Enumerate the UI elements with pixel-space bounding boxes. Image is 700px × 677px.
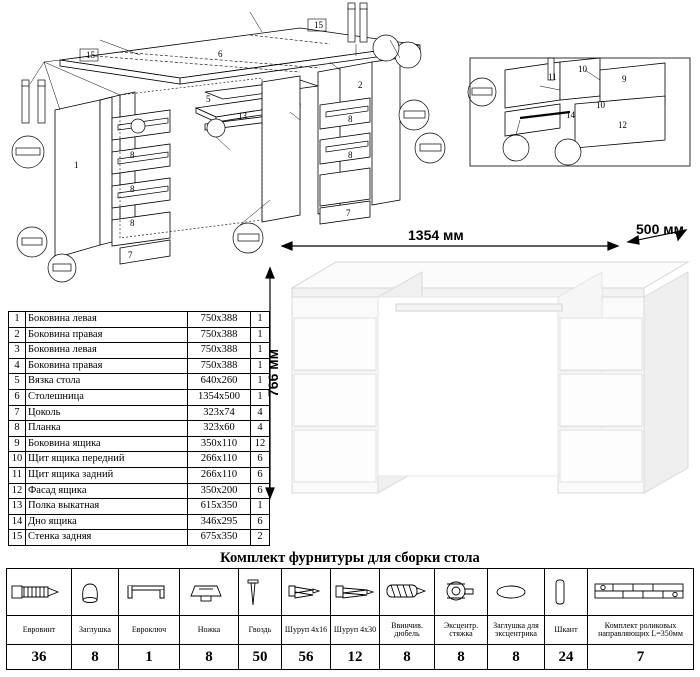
furniture-label: Евровинт — [7, 616, 72, 645]
part-size: 750х388 — [188, 343, 251, 359]
dim-depth-label: 500 мм — [636, 222, 684, 237]
svg-text:5: 5 — [206, 94, 211, 104]
table-row — [9, 452, 270, 468]
svg-text:8: 8 — [130, 150, 135, 160]
svg-text:1: 1 — [74, 160, 79, 170]
svg-text:12: 12 — [618, 120, 627, 130]
part-size: 266х110 — [188, 467, 251, 483]
part-name: Боковина ящика — [26, 436, 188, 452]
part-number: 6 — [9, 389, 26, 405]
table-row — [9, 358, 270, 374]
part-qty: 1 — [251, 343, 270, 359]
part-name: Стенка задняя — [26, 530, 188, 546]
furniture-count: 8 — [180, 645, 239, 670]
svg-text:9: 9 — [622, 74, 627, 84]
part-qty: 6 — [251, 514, 270, 530]
part-name: Фасад ящика — [26, 483, 188, 499]
part-number: 15 — [9, 530, 26, 546]
svg-text:6: 6 — [218, 49, 223, 59]
part-name: Боковина левая — [26, 343, 188, 359]
svg-text:8: 8 — [348, 114, 353, 124]
part-qty: 12 — [251, 436, 270, 452]
furniture-count: 56 — [282, 645, 331, 670]
furniture-count: 50 — [239, 645, 282, 670]
furniture-count: 8 — [435, 645, 488, 670]
part-qty: 2 — [251, 530, 270, 546]
foot-icon — [180, 569, 239, 616]
furniture-count: 1 — [119, 645, 180, 670]
part-qty: 4 — [251, 405, 270, 421]
furniture-counts-row — [7, 645, 694, 670]
furniture-count: 8 — [488, 645, 545, 670]
part-qty: 1 — [251, 358, 270, 374]
svg-text:15: 15 — [314, 20, 323, 30]
part-number: 11 — [9, 467, 26, 483]
part-number: 10 — [9, 452, 26, 468]
part-name: Боковина правая — [26, 358, 188, 374]
furniture-labels-row — [7, 616, 694, 645]
svg-text:8: 8 — [348, 150, 353, 160]
euro-key-icon — [119, 569, 180, 616]
part-qty: 1 — [251, 374, 270, 390]
part-name: Боковина правая — [26, 327, 188, 343]
part-number: 13 — [9, 499, 26, 515]
furniture-label: Евроключ — [119, 616, 180, 645]
part-number: 9 — [9, 436, 26, 452]
dowel-screw-icon — [380, 569, 435, 616]
part-number: 14 — [9, 514, 26, 530]
part-qty: 6 — [251, 452, 270, 468]
part-number: 3 — [9, 343, 26, 359]
part-qty: 1 — [251, 312, 270, 328]
furniture-label: Ножка — [180, 616, 239, 645]
svg-text:15: 15 — [86, 50, 95, 60]
part-number: 8 — [9, 421, 26, 437]
furniture-count: 8 — [72, 645, 119, 670]
part-qty: 1 — [251, 499, 270, 515]
svg-text:7: 7 — [346, 208, 351, 218]
svg-text:8: 8 — [130, 184, 135, 194]
svg-text:10: 10 — [596, 100, 605, 110]
part-size: 1354х500 — [188, 389, 251, 405]
part-qty: 6 — [251, 483, 270, 499]
nail-icon — [239, 569, 282, 616]
table-row — [9, 467, 270, 483]
part-name: Дно ящика — [26, 514, 188, 530]
part-size: 750х388 — [188, 327, 251, 343]
furniture-label: Заглушка — [72, 616, 119, 645]
svg-text:7: 7 — [128, 250, 133, 260]
part-name: Цоколь — [26, 405, 188, 421]
part-number: 12 — [9, 483, 26, 499]
part-number: 1 — [9, 312, 26, 328]
furniture-label: Шуруп 4х30 — [331, 616, 380, 645]
furniture-label: Комплект роликовых направляющих L=350мм — [588, 616, 694, 645]
part-name: Полка выкатная — [26, 499, 188, 515]
svg-text:2: 2 — [358, 80, 363, 90]
furniture-kit-title: Комплект фурнитуры для сборки стола — [220, 550, 480, 566]
table-row — [9, 343, 270, 359]
dowel-icon — [545, 569, 588, 616]
part-size: 615х350 — [188, 499, 251, 515]
table-row — [9, 421, 270, 437]
part-number: 2 — [9, 327, 26, 343]
furniture-label: Эксцентр. стяжка — [435, 616, 488, 645]
part-name: Вязка стола — [26, 374, 188, 390]
part-number: 7 — [9, 405, 26, 421]
table-row — [9, 530, 270, 546]
dim-width-label: 1354 мм — [408, 227, 464, 243]
part-size: 323х74 — [188, 405, 251, 421]
furniture-label: Заглушка для эксцентрика — [488, 616, 545, 645]
svg-text:10: 10 — [578, 64, 587, 74]
product-3d-view — [258, 222, 700, 532]
part-size: 346х295 — [188, 514, 251, 530]
part-name: Столешница — [26, 389, 188, 405]
part-size: 750х388 — [188, 358, 251, 374]
furniture-count: 24 — [545, 645, 588, 670]
screw-icon — [282, 569, 331, 616]
furniture-label: Ввинчив. дюбель — [380, 616, 435, 645]
furniture-count: 8 — [380, 645, 435, 670]
euro-screw-icon — [7, 569, 72, 616]
furniture-icons-row — [7, 569, 694, 616]
furniture-label: Шуруп 4х16 — [282, 616, 331, 645]
furniture-kit-table — [6, 568, 694, 670]
table-row — [9, 312, 270, 328]
furniture-count: 7 — [588, 645, 694, 670]
table-row — [9, 436, 270, 452]
cam-icon — [435, 569, 488, 616]
part-name: Щит ящика задний — [26, 467, 188, 483]
table-row — [9, 389, 270, 405]
cap-icon — [72, 569, 119, 616]
part-number: 4 — [9, 358, 26, 374]
table-row — [9, 327, 270, 343]
furniture-count: 12 — [331, 645, 380, 670]
part-size: 640х260 — [188, 374, 251, 390]
svg-text:14: 14 — [566, 110, 575, 120]
table-row — [9, 499, 270, 515]
svg-text:13: 13 — [238, 111, 247, 121]
parts-table — [8, 311, 270, 546]
slide-set-icon — [588, 569, 694, 616]
part-size: 350х110 — [188, 436, 251, 452]
part-qty: 1 — [251, 327, 270, 343]
part-size: 750х388 — [188, 312, 251, 328]
svg-text:11: 11 — [548, 72, 557, 82]
furniture-label: Шкант — [545, 616, 588, 645]
svg-text:8: 8 — [130, 218, 135, 228]
table-row — [9, 405, 270, 421]
part-name: Щит ящика передний — [26, 452, 188, 468]
part-size: 675х350 — [188, 530, 251, 546]
furniture-label: Гвоздь — [239, 616, 282, 645]
part-number: 5 — [9, 374, 26, 390]
part-size: 266х110 — [188, 452, 251, 468]
furniture-count: 36 — [7, 645, 72, 670]
table-row — [9, 374, 270, 390]
table-row — [9, 483, 270, 499]
cam-cap-icon — [488, 569, 545, 616]
table-row — [9, 514, 270, 530]
part-size: 323х60 — [188, 421, 251, 437]
dim-height-label: 766 мм — [265, 349, 281, 397]
screw-long-icon — [331, 569, 380, 616]
part-qty: 1 — [251, 389, 270, 405]
part-qty: 6 — [251, 467, 270, 483]
part-qty: 4 — [251, 421, 270, 437]
part-name: Боковина левая — [26, 312, 188, 328]
part-size: 350х200 — [188, 483, 251, 499]
part-name: Планка — [26, 421, 188, 437]
